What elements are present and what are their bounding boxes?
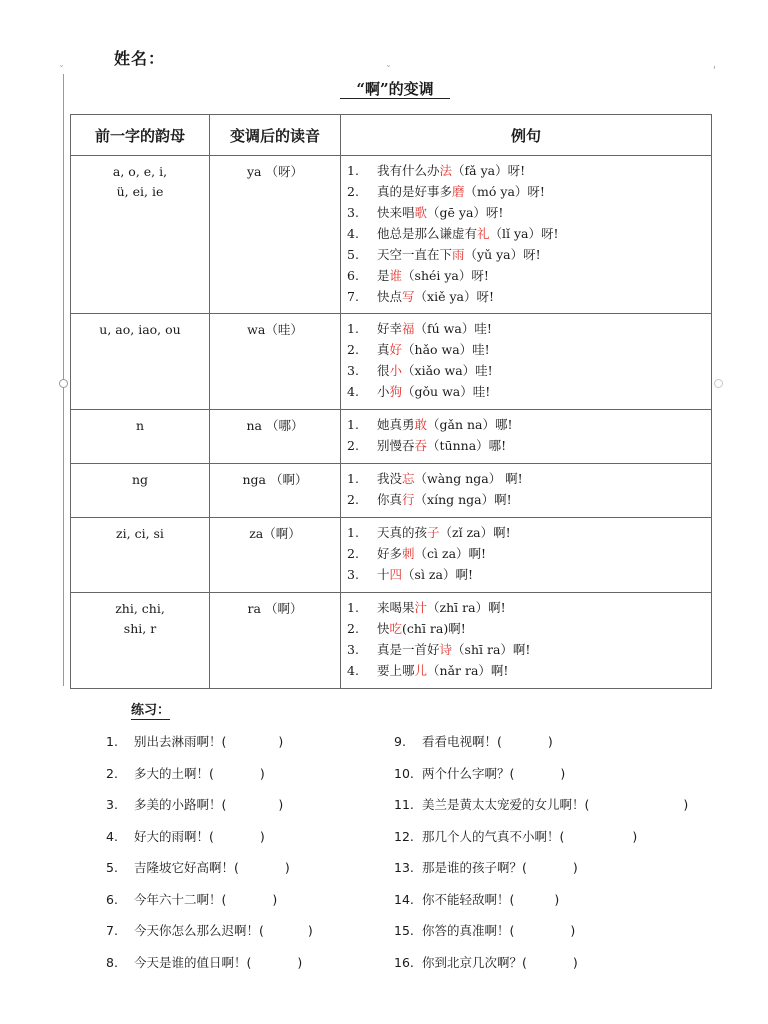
example-highlight: 忘 <box>402 471 415 486</box>
example-item <box>347 286 711 307</box>
example-number: 3. <box>347 642 359 657</box>
practice-item <box>106 952 313 984</box>
example-pinyin: （tūnna）哪! <box>427 438 507 453</box>
practice-number: 16. <box>394 954 414 970</box>
tone-change-table <box>70 114 712 689</box>
example-item <box>347 543 711 564</box>
final-text: zi, ci, si <box>116 526 164 541</box>
practice-list-left <box>106 731 313 983</box>
answer-blank-close: ) <box>259 828 265 844</box>
example-item <box>347 265 711 286</box>
example-text: 是 <box>377 268 390 283</box>
sound-text: ya （呀） <box>247 164 303 179</box>
example-number: 1. <box>347 163 359 178</box>
example-highlight: 刺 <box>402 546 415 561</box>
practice-text: 你不能轻敌啊！( <box>422 891 515 907</box>
example-text: 他总是那么谦虚有 <box>377 226 478 241</box>
sound-cell <box>210 314 341 410</box>
example-text: 要上哪 <box>377 663 415 678</box>
example-item <box>347 564 711 585</box>
practice-number: 3. <box>106 797 118 812</box>
examples-cell <box>341 156 712 314</box>
name-label: 姓名： <box>114 49 166 68</box>
practice-item <box>394 889 688 921</box>
example-text: 我有什么办 <box>377 163 440 178</box>
example-text: 快 <box>377 621 390 636</box>
practice-item <box>394 731 688 763</box>
example-number: 2. <box>347 621 359 636</box>
table-row <box>71 156 712 314</box>
example-highlight: 磨 <box>452 184 465 199</box>
practice-text: 那是谁的孩子啊？( <box>422 860 527 875</box>
practice-text: 好大的雨啊！( <box>134 828 214 844</box>
table-row <box>71 410 712 464</box>
practice-text: 两个什么字啊？( <box>422 765 515 781</box>
answer-blank-close: ) <box>572 954 578 970</box>
practice-item <box>394 952 688 984</box>
sound-cell <box>210 156 341 314</box>
examples-cell <box>341 464 712 518</box>
example-number: 1. <box>347 471 359 486</box>
practice-item <box>106 857 313 889</box>
example-text: 小 <box>377 384 390 399</box>
example-number: 6. <box>347 268 359 283</box>
practice-text: 今天是谁的值日啊！( <box>134 954 252 970</box>
final-cell <box>71 314 210 410</box>
example-pinyin: （shī ra）啊! <box>452 642 531 657</box>
example-number: 4. <box>347 384 359 399</box>
final-text: u, ao, iao, ou <box>99 322 181 337</box>
final-cell <box>71 518 210 593</box>
example-highlight: 子 <box>427 525 440 540</box>
example-item <box>347 597 711 618</box>
example-number: 3. <box>347 205 359 220</box>
example-highlight: 法 <box>439 163 453 178</box>
practice-text: 吉隆坡它好高啊！( <box>134 860 239 875</box>
example-highlight: 狗 <box>389 384 403 399</box>
answer-blank-close: ) <box>272 891 278 907</box>
final-cell <box>71 593 210 689</box>
example-pinyin: （wàng nga） 啊! <box>414 471 523 486</box>
example-item <box>347 618 711 639</box>
example-item <box>347 639 711 660</box>
example-item <box>347 522 711 543</box>
example-number: 7. <box>347 289 359 304</box>
practice-number: 7. <box>106 923 118 938</box>
example-text: 天空一直在下 <box>377 247 453 262</box>
page-title: “啊”的变调 <box>340 80 450 99</box>
practice-text: 那几个人的气真不小啊！( <box>422 828 565 844</box>
header-sound: 变调后的读音 <box>210 115 341 156</box>
practice-item <box>106 889 313 921</box>
answer-blank-close: ) <box>547 734 553 749</box>
example-text: 很 <box>377 363 390 378</box>
example-item <box>347 468 711 489</box>
example-item <box>347 339 711 360</box>
practice-text: 多大的土啊！( <box>134 765 214 781</box>
example-pinyin: （xiǎo wa）哇! <box>402 363 493 378</box>
practice-number: 1. <box>106 734 118 749</box>
example-text: 十 <box>377 567 390 582</box>
example-text: 快点 <box>377 289 403 304</box>
example-number: 2. <box>347 438 359 453</box>
example-highlight: 敢 <box>414 417 428 432</box>
example-pinyin: （hǎo wa）哇! <box>402 342 490 357</box>
answer-blank-close: ) <box>259 765 265 781</box>
example-highlight: 儿 <box>414 663 428 678</box>
example-highlight: 礼 <box>477 226 490 241</box>
practice-number: 15. <box>394 923 414 938</box>
corner-mark-right: ' <box>713 65 716 76</box>
example-text: 好幸 <box>377 321 403 336</box>
practice-item <box>394 826 688 858</box>
practice-item <box>106 763 313 795</box>
answer-blank-close: ) <box>278 797 284 812</box>
example-pinyin: （lǐ ya）呀! <box>489 226 559 241</box>
practice-title: 练习： <box>131 703 171 718</box>
practice-number: 6. <box>106 891 118 907</box>
answer-blank-close: ) <box>554 891 560 907</box>
answer-blank-close: ) <box>284 860 290 875</box>
example-pinyin: （yǔ ya）呀! <box>464 247 541 262</box>
example-text: 好多 <box>377 546 403 561</box>
example-number: 3. <box>347 567 359 582</box>
practice-text: 你答的真准啊！( <box>422 923 515 938</box>
final-text: a, o, e, i, <box>112 164 168 179</box>
example-pinyin: （cì za）啊! <box>414 546 487 561</box>
sound-text: za（啊） <box>249 526 301 541</box>
practice-number: 4. <box>106 828 118 844</box>
practice-number: 5. <box>106 860 118 875</box>
example-highlight: 福 <box>402 321 415 336</box>
sound-cell <box>210 593 341 689</box>
corner-mark-center: ˇ <box>386 65 391 76</box>
example-pinyin: （fú wa）哇! <box>414 321 492 336</box>
example-item <box>347 489 711 510</box>
example-highlight: 汁 <box>414 600 428 615</box>
example-pinyin: （mó ya）呀! <box>464 184 545 199</box>
examples-cell <box>341 410 712 464</box>
practice-text: 今天你怎么那么迟啊！( <box>134 923 264 938</box>
final-cell <box>71 156 210 314</box>
example-highlight: 诗 <box>439 642 453 657</box>
example-text: 我没 <box>377 471 403 486</box>
example-text: 天真的孩 <box>377 525 428 540</box>
example-item <box>347 318 711 339</box>
table-row <box>71 518 712 593</box>
practice-item <box>106 920 313 952</box>
example-item <box>347 223 711 244</box>
example-item <box>347 181 711 202</box>
answer-blank-close: ) <box>683 797 689 812</box>
practice-item <box>106 826 313 858</box>
example-highlight: 四 <box>389 567 403 582</box>
final-text: n <box>135 418 145 433</box>
final-cell <box>71 464 210 518</box>
table-row <box>71 314 712 410</box>
example-pinyin: （nǎr ra）啊! <box>427 663 509 678</box>
example-highlight: 好 <box>389 342 403 357</box>
example-text: 你真 <box>377 492 403 507</box>
practice-text: 今年六十二啊！( <box>134 891 227 907</box>
examples-cell <box>341 593 712 689</box>
table-header-row <box>71 115 712 156</box>
final-text: ng <box>131 472 149 487</box>
answer-blank-close: ) <box>572 860 578 875</box>
example-number: 4. <box>347 663 359 678</box>
example-item <box>347 660 711 681</box>
example-item <box>347 414 711 435</box>
example-pinyin: （xíng nga）啊! <box>414 492 512 507</box>
practice-number: 9. <box>394 734 406 749</box>
practice-item <box>394 857 688 889</box>
example-number: 3. <box>347 363 359 378</box>
example-text: 来喝果 <box>377 600 415 615</box>
example-pinyin: （gǒu wa）哇! <box>402 384 491 399</box>
practice-number: 14. <box>394 891 414 907</box>
sound-cell <box>210 464 341 518</box>
example-number: 1. <box>347 525 359 540</box>
example-pinyin: （zhī ra）啊! <box>427 600 506 615</box>
table-row <box>71 593 712 689</box>
final-text: ü, ei, ie <box>116 184 164 199</box>
sound-text: wa（哇） <box>247 322 303 337</box>
answer-blank-close: ) <box>632 828 638 844</box>
final-text: zhi, chi, <box>115 601 165 616</box>
example-text: 真 <box>377 342 390 357</box>
answer-blank-close: ) <box>307 923 313 938</box>
example-pinyin: （fǎ ya）呀! <box>452 163 526 178</box>
sound-text: nga （啊） <box>242 472 308 487</box>
practice-text: 看看电视啊！( <box>422 734 502 749</box>
practice-item <box>394 920 688 952</box>
sound-text: na （哪） <box>246 418 304 433</box>
example-pinyin: （shéi ya）呀! <box>402 268 489 283</box>
practice-number: 8. <box>106 954 118 970</box>
examples-cell <box>341 314 712 410</box>
corner-mark-left: ˇ <box>59 65 64 76</box>
answer-blank-close: ) <box>297 954 303 970</box>
sound-cell <box>210 518 341 593</box>
practice-text: 多美的小路啊！( <box>134 797 227 812</box>
example-text: 真的是好事多 <box>377 184 453 199</box>
example-highlight: 歌 <box>414 205 428 220</box>
example-number: 2. <box>347 546 359 561</box>
practice-item <box>106 794 313 826</box>
example-number: 1. <box>347 600 359 615</box>
example-text: 她真勇 <box>377 417 415 432</box>
practice-number: 10. <box>394 765 414 781</box>
example-pinyin: （zǐ za）啊! <box>439 525 511 540</box>
practice-text: 你到北京几次啊？( <box>422 954 527 970</box>
example-item <box>347 360 711 381</box>
example-number: 1. <box>347 321 359 336</box>
example-item <box>347 202 711 223</box>
practice-item <box>106 731 313 763</box>
example-number: 2. <box>347 342 359 357</box>
table-row <box>71 464 712 518</box>
practice-list-right <box>394 731 688 983</box>
practice-number: 2. <box>106 765 118 781</box>
practice-number: 11. <box>394 797 414 812</box>
example-pinyin: （xiě ya）呀! <box>414 289 494 304</box>
example-highlight: 雨 <box>452 247 465 262</box>
example-text: 快来唱 <box>377 205 415 220</box>
practice-item <box>394 763 688 795</box>
sound-cell <box>210 410 341 464</box>
practice-number: 13. <box>394 860 414 875</box>
example-highlight: 谁 <box>389 268 403 283</box>
example-highlight: 写 <box>402 289 415 304</box>
example-item <box>347 381 711 402</box>
practice-item <box>394 794 688 826</box>
answer-blank-close: ) <box>560 765 566 781</box>
example-item <box>347 244 711 265</box>
example-highlight: 行 <box>402 492 415 507</box>
example-pinyin: （gē ya）呀! <box>427 205 504 220</box>
example-item <box>347 435 711 456</box>
examples-cell <box>341 518 712 593</box>
margin-handle-right <box>714 379 723 388</box>
answer-blank-close: ) <box>278 734 284 749</box>
final-cell <box>71 410 210 464</box>
example-text: 别慢吞 <box>377 438 415 453</box>
example-number: 2. <box>347 184 359 199</box>
example-number: 2. <box>347 492 359 507</box>
example-highlight: 吃 <box>389 621 403 636</box>
sound-text: ra （啊） <box>247 601 303 616</box>
example-text: 真是一首好 <box>377 642 440 657</box>
answer-blank-close: ) <box>570 923 576 938</box>
example-number: 1. <box>347 417 359 432</box>
example-highlight: 小 <box>389 363 403 378</box>
practice-text: 别出去淋雨啊！( <box>134 734 227 749</box>
final-text: shi, r <box>123 621 157 636</box>
practice-text: 美兰是黄太太宠爱的女儿啊！( <box>422 797 590 812</box>
example-number: 4. <box>347 226 359 241</box>
margin-handle-left <box>59 379 68 388</box>
example-pinyin: （gǎn na）哪! <box>427 417 513 432</box>
example-highlight: 吞 <box>414 438 428 453</box>
example-pinyin: （sì za）啊! <box>402 567 473 582</box>
header-examples: 例句 <box>341 115 712 156</box>
example-item <box>347 160 711 181</box>
header-final: 前一字的韵母 <box>71 115 210 156</box>
example-number: 5. <box>347 247 359 262</box>
practice-number: 12. <box>394 828 414 844</box>
example-pinyin: (chī ra)啊! <box>402 621 466 636</box>
